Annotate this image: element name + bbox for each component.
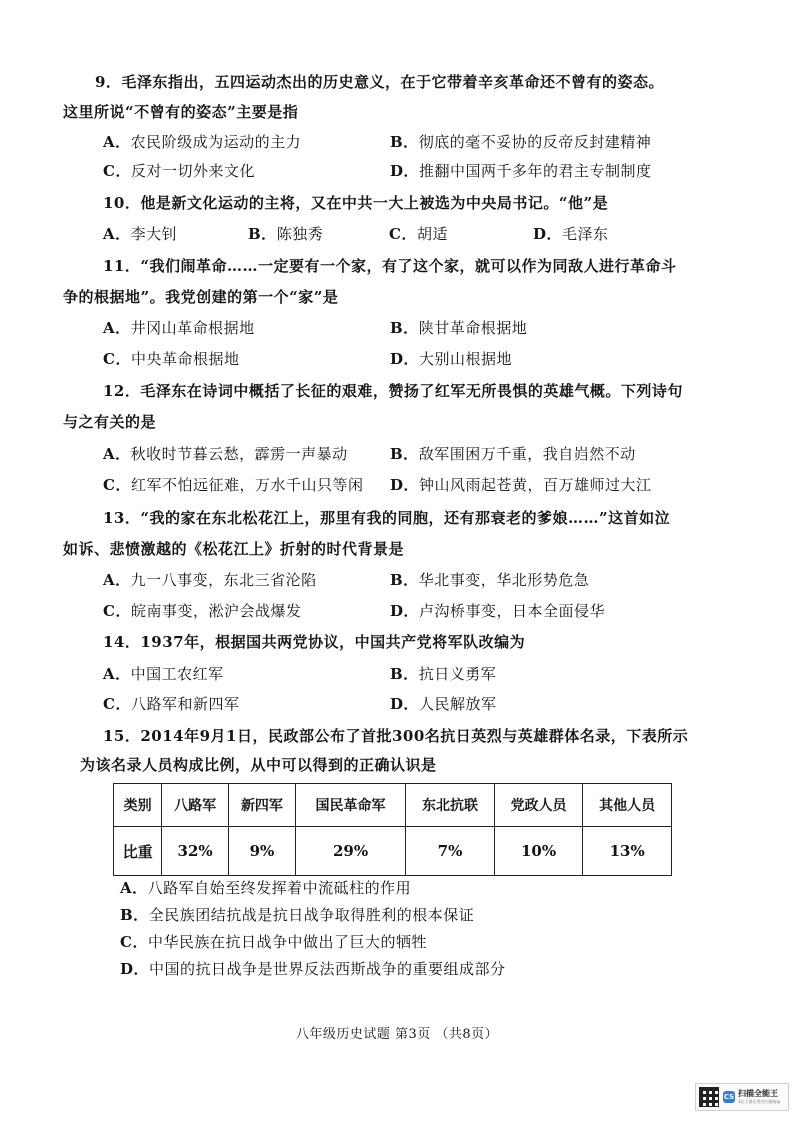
q15-option-b[interactable]: B．全民族团结抗战是抗日战争取得胜利的根本保证 <box>120 906 475 924</box>
q10-option-a[interactable]: A．李大钊 <box>103 225 178 243</box>
q15-stem-line-2: 为该名录人员构成比例，从中可以得到的正确认识是 <box>80 756 437 774</box>
scanner-watermark <box>695 1083 789 1111</box>
table-header-cell: 新四军 <box>229 784 296 827</box>
roster-composition-table <box>113 783 672 876</box>
q10-option-c[interactable]: C．胡适 <box>389 225 448 243</box>
table-cell: 29% <box>295 827 405 876</box>
table-header-row <box>114 784 672 827</box>
q11-option-b[interactable]: B．陕甘革命根据地 <box>390 319 528 337</box>
q11-option-c[interactable]: C．中央革命根据地 <box>103 350 240 368</box>
q13-option-a[interactable]: A．九一八事变，东北三省沦陷 <box>103 571 317 589</box>
table-header-cell: 八路军 <box>162 784 229 827</box>
table-header-cell: 其他人员 <box>583 784 672 827</box>
q11-stem-line-1: 11．“我们闹革命……一定要有一个家，有了这个家，就可以作为同敌人进行革命斗 <box>103 257 677 275</box>
q12-option-d[interactable]: D．钟山风雨起苍黄，百万雄师过大江 <box>390 476 652 494</box>
q15-option-c[interactable]: C．中华民族在抗日战争中做出了巨大的牺牲 <box>120 933 427 951</box>
q11-option-d[interactable]: D．大别山根据地 <box>390 350 513 368</box>
watermark-subtitle: 3亿人都在用的扫描App <box>738 1099 781 1104</box>
q9-option-d[interactable]: D．推翻中国两千多年的君主专制制度 <box>390 162 652 180</box>
q11-stem-line-2: 争的根据地”。我党创建的第一个“家”是 <box>63 288 339 306</box>
q11-option-a[interactable]: A．井冈山革命根据地 <box>103 319 255 337</box>
q12-option-c[interactable]: C．红军不怕远征难，万水千山只等闲 <box>103 476 364 494</box>
q9-option-a[interactable]: A．农民阶级成为运动的主力 <box>103 133 302 151</box>
q9-option-b[interactable]: B．彻底的毫不妥协的反帝反封建精神 <box>390 133 652 151</box>
table-cell: 比重 <box>114 827 162 876</box>
qr-code-icon <box>699 1087 719 1107</box>
q13-option-b[interactable]: B．华北事变，华北形势危急 <box>390 571 590 589</box>
q12-stem-line-1: 12．毛泽东在诗词中概括了长征的艰难，赞扬了红军无所畏惧的英雄气概。下列诗句 <box>103 382 683 400</box>
q13-option-d[interactable]: D．卢沟桥事变，日本全面侵华 <box>390 602 606 620</box>
q12-option-a[interactable]: A．秋收时节暮云愁，霹雳一声暴动 <box>103 445 348 463</box>
table-cell: 32% <box>162 827 229 876</box>
q14-option-b[interactable]: B．抗日义勇军 <box>390 665 497 683</box>
q15-stem-line-1: 15．2014年9月1日，民政部公布了首批300名抗日英烈与英雄群体名录，下表所示 <box>103 727 689 745</box>
q13-option-c[interactable]: C．皖南事变，淞沪会战爆发 <box>103 602 302 620</box>
page-footer: 八年级历史试题 第3页 （共8页） <box>295 1027 499 1042</box>
q9-option-c[interactable]: C．反对一切外来文化 <box>103 162 255 180</box>
q12-stem-line-2: 与之有关的是 <box>63 413 157 431</box>
q15-option-a[interactable]: A．八路军自始至终发挥着中流砥柱的作用 <box>120 879 412 897</box>
q9-stem-line-2: 这里所说“不曾有的姿态”主要是指 <box>63 103 299 121</box>
q14-option-d[interactable]: D．人民解放军 <box>390 695 497 713</box>
table-header-cell: 国民革命军 <box>295 784 405 827</box>
q14-option-a[interactable]: A．中国工农红军 <box>103 665 224 683</box>
table-header-cell: 类别 <box>114 784 162 827</box>
table-row <box>114 827 672 876</box>
q12-option-b[interactable]: B．敌军围困万千重，我自岿然不动 <box>390 445 636 463</box>
q14-stem-line-1: 14．1937年，根据国共两党协议，中国共产党将军队改编为 <box>103 633 526 651</box>
table-cell: 9% <box>229 827 296 876</box>
table-header-cell: 东北抗联 <box>406 784 495 827</box>
camscanner-logo-icon: CS <box>723 1093 735 1101</box>
q13-stem-line-1: 13．“我的家在东北松花江上，那里有我的同胞，还有那衰老的爹娘……”这首如泣 <box>103 509 671 527</box>
q15-option-d[interactable]: D．中国的抗日战争是世界反法西斯战争的重要组成部分 <box>120 960 506 978</box>
table-header-cell: 党政人员 <box>494 784 583 827</box>
table-cell: 10% <box>494 827 583 876</box>
q10-stem-line-1: 10．他是新文化运动的主将，又在中共一大上被选为中央局书记。“他”是 <box>103 194 609 212</box>
table-cell: 7% <box>406 827 495 876</box>
q9-stem-line-1: 9．毛泽东指出，五四运动杰出的历史意义，在于它带着辛亥革命还不曾有的姿态。 <box>95 73 664 91</box>
watermark-text <box>738 1089 780 1105</box>
q14-option-c[interactable]: C．八路军和新四军 <box>103 695 240 713</box>
table-cell: 13% <box>583 827 672 876</box>
q13-stem-line-2: 如诉、悲愤激越的《松花江上》折射的时代背景是 <box>63 540 405 558</box>
watermark-title: 扫描全能王 <box>738 1089 778 1098</box>
q10-option-b[interactable]: B．陈独秀 <box>248 225 324 243</box>
q10-option-d[interactable]: D．毛泽东 <box>533 225 609 243</box>
